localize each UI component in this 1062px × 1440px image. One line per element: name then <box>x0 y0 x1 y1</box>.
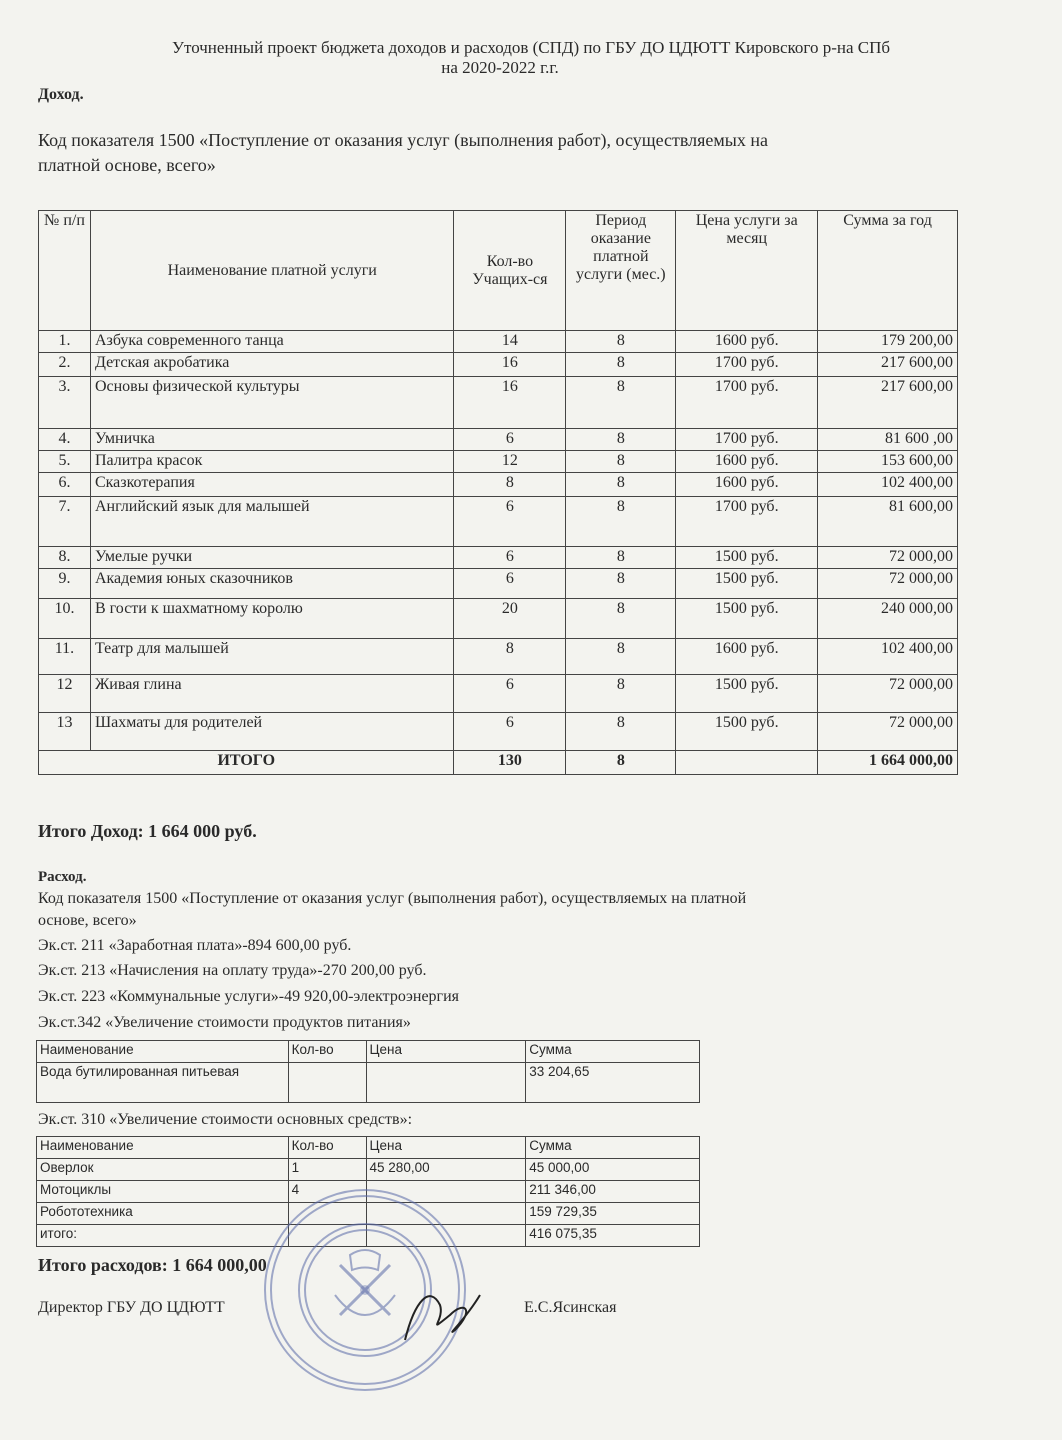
row-price: 1700 руб. <box>676 497 818 547</box>
row-price: 1500 руб. <box>676 675 818 713</box>
table-row <box>37 1063 700 1103</box>
expense-heading: Расход. <box>38 869 87 885</box>
row-count: 20 <box>454 599 566 639</box>
row-price: 1500 руб. <box>676 599 818 639</box>
row-period: 8 <box>566 353 676 377</box>
t310-cell-name: Мотоциклы <box>37 1181 289 1203</box>
total-row <box>39 751 958 775</box>
expense-total: Итого расходов: 1 664 000,00 <box>38 1255 267 1275</box>
row-period: 8 <box>566 473 676 497</box>
row-count: 6 <box>454 497 566 547</box>
row-name: Основы физической культуры <box>90 377 454 429</box>
t310-header-sum: Сумма <box>526 1137 700 1159</box>
row-name: Палитра красок <box>90 451 454 473</box>
total-count: 130 <box>454 751 566 775</box>
header-period: Период оказание платной услуги (мес.) <box>566 211 676 331</box>
row-sum: 153 600,00 <box>818 451 958 473</box>
t310-cell-count: 4 <box>288 1181 366 1203</box>
row-count: 6 <box>454 429 566 451</box>
table-row <box>39 331 958 353</box>
row-name: Живая глина <box>90 675 454 713</box>
row-num: 2. <box>39 353 91 377</box>
row-count: 16 <box>454 353 566 377</box>
row-num: 1. <box>39 331 91 353</box>
row-name: Умелые ручки <box>90 547 454 569</box>
row-num: 9. <box>39 569 91 599</box>
income-total: Итого Доход: 1 664 000 руб. <box>38 821 257 841</box>
row-price: 1500 руб. <box>676 713 818 751</box>
table-row <box>39 429 958 451</box>
total-price-empty <box>676 751 818 775</box>
row-price: 1600 руб. <box>676 639 818 675</box>
row-price: 1600 руб. <box>676 451 818 473</box>
row-count: 6 <box>454 547 566 569</box>
header-count: Кол-во Учащих-ся <box>454 211 566 331</box>
row-period: 8 <box>566 497 676 547</box>
row-name: Детская акробатика <box>90 353 454 377</box>
row-price: 1700 руб. <box>676 429 818 451</box>
expense-code-text-1: Код показателя 1500 «Поступление от оказания услуг (выполнения работ), осуществляемых на платной <box>38 890 747 907</box>
t310-cell-name: Оверлок <box>37 1159 289 1181</box>
row-sum: 72 000,00 <box>818 547 958 569</box>
t342-header-sum: Сумма <box>526 1041 700 1063</box>
t310-header-count: Кол-во <box>288 1137 366 1159</box>
signature-position: Директор ГБУ ДО ЦДЮТТ <box>38 1299 225 1316</box>
total-period: 8 <box>566 751 676 775</box>
signature-scribble <box>395 1280 485 1350</box>
t342-header-count: Кол-во <box>288 1041 366 1063</box>
row-count: 6 <box>454 713 566 751</box>
income-table <box>38 210 958 775</box>
row-num: 13 <box>39 713 91 751</box>
row-price: 1600 руб. <box>676 331 818 353</box>
row-sum: 102 400,00 <box>818 473 958 497</box>
row-period: 8 <box>566 429 676 451</box>
t310-cell-price: 45 280,00 <box>366 1159 526 1181</box>
row-num: 5. <box>39 451 91 473</box>
row-name: Сказкотерапия <box>90 473 454 497</box>
row-period: 8 <box>566 639 676 675</box>
t342-cell-name: Вода бутилированная питьевая <box>37 1063 289 1103</box>
table-row <box>39 713 958 751</box>
t310-cell-sum: 159 729,35 <box>526 1203 700 1225</box>
row-count: 8 <box>454 473 566 497</box>
header-name: Наименование платной услуги <box>90 211 454 331</box>
row-price: 1600 руб. <box>676 473 818 497</box>
row-price: 1500 руб. <box>676 569 818 599</box>
signature-name: Е.С.Ясинская <box>524 1299 617 1316</box>
row-count: 12 <box>454 451 566 473</box>
table-row <box>39 473 958 497</box>
t310-cell-name: Робототехника <box>37 1203 289 1225</box>
header-sum: Сумма за год <box>818 211 958 331</box>
row-sum: 81 600,00 <box>818 497 958 547</box>
row-sum: 102 400,00 <box>818 639 958 675</box>
table-row <box>39 353 958 377</box>
row-sum: 179 200,00 <box>818 331 958 353</box>
row-period: 8 <box>566 377 676 429</box>
t342-header-price: Цена <box>366 1041 526 1063</box>
row-sum: 81 600 ,00 <box>818 429 958 451</box>
income-code-text-1: Код показателя 1500 «Поступление от оказания услуг (выполнения работ), осуществляемых на <box>38 130 768 150</box>
row-count: 6 <box>454 569 566 599</box>
row-num: 10. <box>39 599 91 639</box>
row-num: 7. <box>39 497 91 547</box>
t310-cell-count: 1 <box>288 1159 366 1181</box>
row-num: 11. <box>39 639 91 675</box>
table-row <box>39 451 958 473</box>
expense-item-310: Эк.ст. 310 «Увеличение стоимости основных средств»: <box>38 1111 413 1128</box>
expense-item-213: Эк.ст. 213 «Начисления на оплату труда»-270 200,00 руб. <box>38 962 427 979</box>
table-row <box>39 599 958 639</box>
row-num: 3. <box>39 377 91 429</box>
expense-code-text-2: основе, всего» <box>38 912 137 929</box>
row-num: 6. <box>39 473 91 497</box>
row-count: 14 <box>454 331 566 353</box>
t342-header-name: Наименование <box>37 1041 289 1063</box>
document-title-line2: на 2020-2022 г.г. <box>441 58 559 77</box>
row-num: 8. <box>39 547 91 569</box>
row-sum: 72 000,00 <box>818 713 958 751</box>
table-row <box>37 1159 700 1181</box>
row-price: 1700 руб. <box>676 377 818 429</box>
row-name: Академия юных сказочников <box>90 569 454 599</box>
row-period: 8 <box>566 713 676 751</box>
row-price: 1500 руб. <box>676 547 818 569</box>
row-sum: 217 600,00 <box>818 377 958 429</box>
table-row <box>39 547 958 569</box>
row-name: Английский язык для малышей <box>90 497 454 547</box>
t310-cell-sum: 416 075,35 <box>526 1225 700 1247</box>
row-period: 8 <box>566 331 676 353</box>
table-row <box>39 377 958 429</box>
table-row <box>39 497 958 547</box>
row-sum: 217 600,00 <box>818 353 958 377</box>
row-period: 8 <box>566 599 676 639</box>
header-num: № п/п <box>39 211 91 331</box>
t310-cell-sum: 211 346,00 <box>526 1181 700 1203</box>
t310-header-name: Наименование <box>37 1137 289 1159</box>
income-heading: Доход. <box>38 86 84 103</box>
total-label: ИТОГО <box>39 751 454 775</box>
t310-header-price: Цена <box>366 1137 526 1159</box>
table-row <box>39 675 958 713</box>
row-count: 6 <box>454 675 566 713</box>
row-count: 16 <box>454 377 566 429</box>
expense-item-223: Эк.ст. 223 «Коммунальные услуги»-49 920,00-электроэнергия <box>38 988 460 1005</box>
row-period: 8 <box>566 569 676 599</box>
expense-item-211: Эк.ст. 211 «Заработная плата»-894 600,00 руб. <box>38 937 352 954</box>
t310-cell-name: итого: <box>37 1225 289 1247</box>
table-row <box>39 569 958 599</box>
expense-item-342: Эк.ст.342 «Увеличение стоимости продуктов питания» <box>38 1014 411 1031</box>
row-name: Умничка <box>90 429 454 451</box>
row-num: 12 <box>39 675 91 713</box>
row-count: 8 <box>454 639 566 675</box>
total-sum: 1 664 000,00 <box>818 751 958 775</box>
row-name: Театр для малышей <box>90 639 454 675</box>
row-name: Азбука современного танца <box>90 331 454 353</box>
row-sum: 240 000,00 <box>818 599 958 639</box>
t342-cell-price <box>366 1063 526 1103</box>
row-name: В гости к шахматному королю <box>90 599 454 639</box>
header-price: Цена услуги за месяц <box>676 211 818 331</box>
t342-cell-sum: 33 204,65 <box>526 1063 700 1103</box>
income-code-text-2: платной основе, всего» <box>38 155 216 175</box>
table-row <box>39 639 958 675</box>
row-period: 8 <box>566 675 676 713</box>
row-num: 4. <box>39 429 91 451</box>
t310-cell-sum: 45 000,00 <box>526 1159 700 1181</box>
row-period: 8 <box>566 451 676 473</box>
row-sum: 72 000,00 <box>818 675 958 713</box>
t342-cell-count <box>288 1063 366 1103</box>
row-period: 8 <box>566 547 676 569</box>
document-title-line1: Уточненный проект бюджета доходов и расходов (СПД) по ГБУ ДО ЦДЮТТ Кировского р-на СПб <box>171 38 891 57</box>
table-342 <box>36 1040 700 1103</box>
row-sum: 72 000,00 <box>818 569 958 599</box>
row-price: 1700 руб. <box>676 353 818 377</box>
row-name: Шахматы для родителей <box>90 713 454 751</box>
